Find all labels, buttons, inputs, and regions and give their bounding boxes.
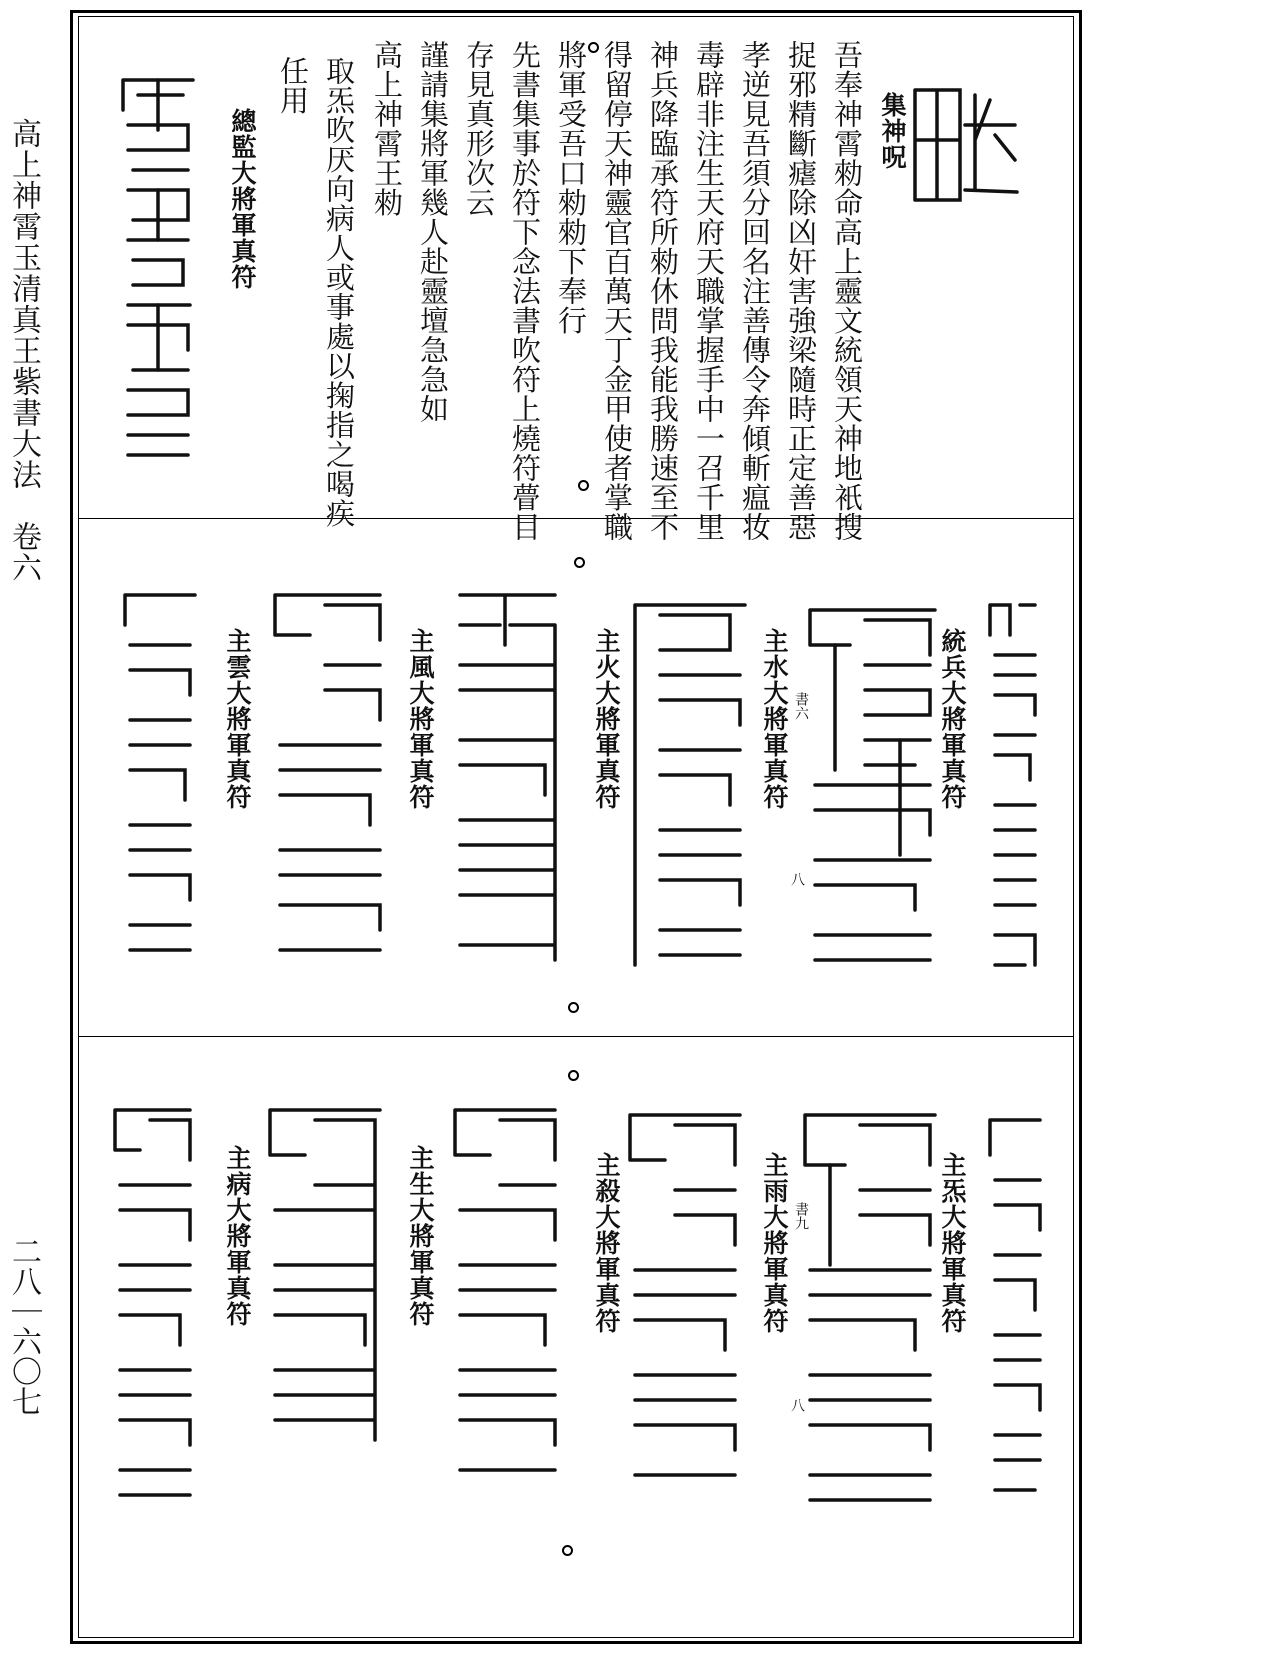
small-annotation: 八 [789,1398,805,1412]
circle-mark [588,42,599,53]
small-annotation: 八 [789,872,805,886]
circle-mark [578,480,589,491]
talisman-label-zhusha: 主殺大將軍真符 [592,1152,621,1334]
talisman-zhushui-icon [805,595,940,980]
circle-mark [562,1545,573,1556]
large-seal-character-icon [905,80,1025,210]
text-column-4: 毒辟非注生天府天職掌握手中一召千里 [692,40,726,542]
text-column-13: 任用 [276,56,310,115]
text-column-9: 存見真形次云 [462,40,496,217]
talisman-zhuhuo2-icon [455,585,560,970]
small-annotation: 書九 [793,1202,809,1230]
talisman-label-zhuyu: 主雨大將軍真符 [760,1152,789,1334]
text-column-7: 將軍受吾口勑勑下奉行 [554,40,588,335]
talisman-zhufeng-icon [270,585,385,960]
circle-mark [568,1070,579,1081]
talisman-zhusha-icon [625,1105,745,1495]
text-column-10: 謹請集將軍幾人赴靈壇急急如 [416,40,450,424]
talisman-label-zhufeng: 主風大將軍真符 [406,628,435,810]
talisman-label-zhuqi: 主炁大將軍真符 [938,1152,967,1334]
talisman-label-zhuyun: 主雲大將軍真符 [223,628,252,810]
text-column-3: 孝逆見吾須分回名注善傳令奔傾斬瘟妆 [738,40,772,542]
section-divider-bottom [78,1036,1074,1037]
talisman-zongjian-icon [118,70,198,465]
text-column-8: 先書集事於符下念法書吹符上燒符瞢目 [508,40,542,542]
talisman-zhuyun-icon [120,585,200,960]
text-column-11: 高上神霄王勑 [370,40,404,217]
text-column-12: 取炁吹厌向病人或事處以掬指之喝疾 [322,56,356,528]
talisman-zhuhuo-icon [630,595,750,970]
page-number: 二八｜六〇七 [6,1236,41,1416]
text-column-2: 捉邪精斷瘧除凶奸害強梁隨時正定善惡 [784,40,818,542]
talisman-zhubing-icon [110,1100,195,1500]
talisman-label-zhusheng: 主生大將軍真符 [406,1145,435,1327]
talisman-label-zongjian: 總監大將軍真符 [228,108,257,290]
small-annotation: 書六 [793,692,809,720]
talisman-tongbing-icon [985,595,1040,975]
text-column-5: 神兵降臨承符所勑休問我能我勝速至不 [646,40,680,542]
text-column-6: 得留停天神靈官百萬天丁金甲使者掌職 [600,40,634,542]
talisman-zhusheng-icon [265,1100,385,1445]
talisman-zhusha2-icon [450,1100,560,1495]
book-title: 高上神霄玉清真王紫書大法 卷六 [6,118,41,583]
top-heading: 集神呪 [878,92,907,170]
talisman-label-zhubing: 主病大將軍真符 [223,1145,252,1327]
talisman-label-zhushui: 主水大將軍真符 [760,628,789,810]
talisman-zhuqi-icon [985,1110,1045,1505]
talisman-label-tongbing: 統兵大將軍真符 [938,628,967,810]
talisman-label-zhuhuo: 主火大將軍真符 [592,628,621,810]
circle-mark [574,557,585,568]
talisman-zhuyu-icon [800,1105,940,1505]
section-divider-top [78,518,1074,519]
circle-mark [568,1002,579,1013]
text-column-1: 吾奉神霄勑命高上靈文統領天神地衹搜 [830,40,864,542]
